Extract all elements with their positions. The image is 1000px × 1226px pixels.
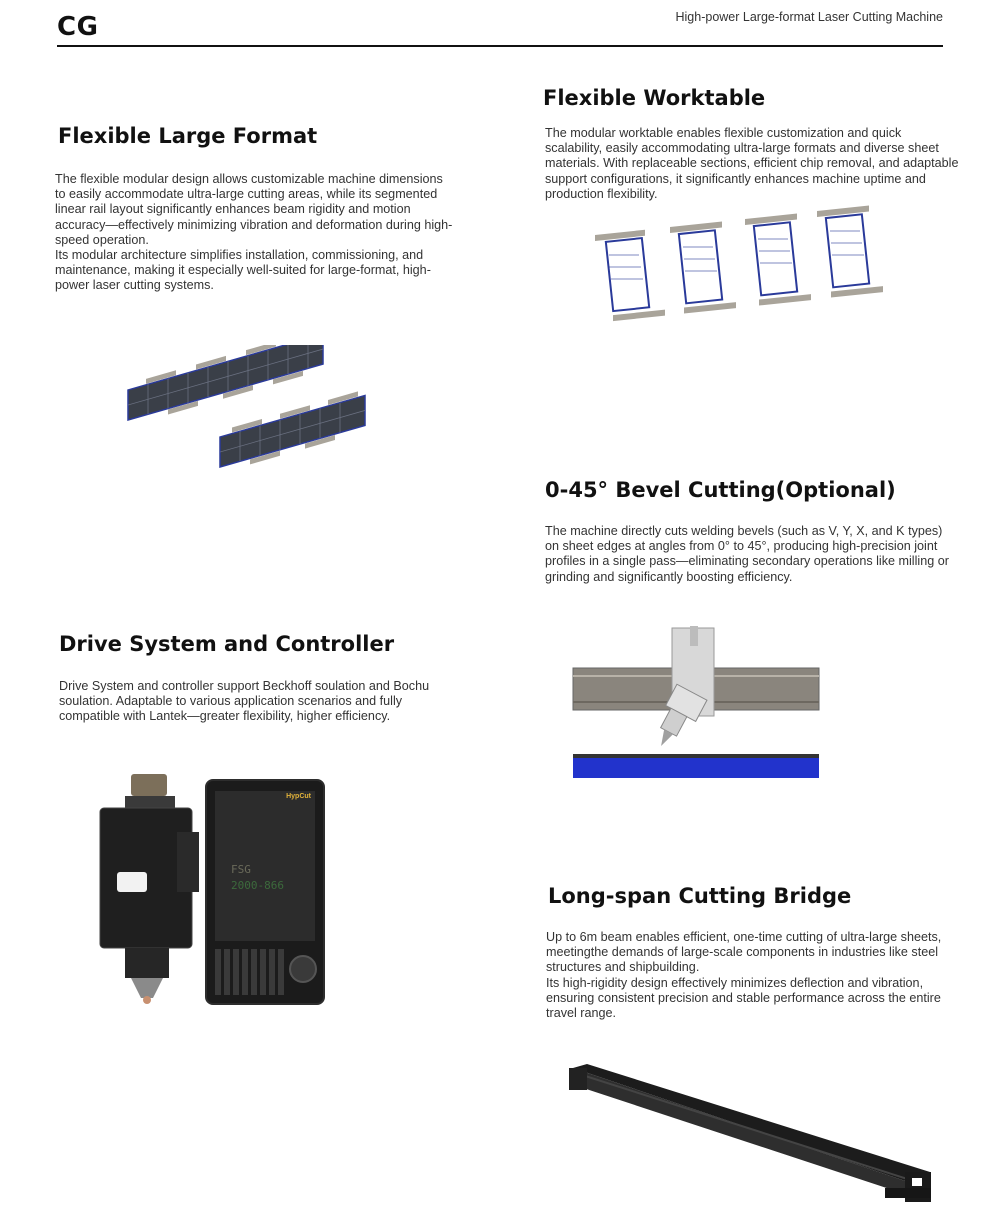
jog-wheel: [289, 955, 317, 983]
controller-keypad: [215, 949, 285, 995]
section-text-bevel: [545, 524, 957, 585]
section-text-large-format: [55, 172, 453, 294]
worktable-module: [595, 228, 665, 323]
paragraph: The modular worktable enables flexible customization and quick scalability, easily accommodating ultra-large formats and diverse sheet materials. With replaceable sections, efficient chip removal, and adaptable support configurations, it significantly enhances machine uptime and production flexibility.: [545, 126, 959, 201]
paragraph: The machine directly cuts welding bevels (such as V, Y, X, and K types) on sheet edges at angles from 0° to 45°, producing high-precision joint profiles in a single pass—eliminating secondary operations like milling or grinding and significantly boosting efficiency.: [545, 524, 949, 584]
sheet-edge: [573, 756, 819, 778]
paragraph: Its high-rigidity design effectively minimizes deflection and vibration, ensuring consistent precision and stable performance across the entire travel range.: [546, 975, 941, 1021]
paragraph: Its modular architecture simplifies installation, commissioning, and maintenance, making it especially well-suited for large-format, high-power laser cutting systems.: [55, 248, 431, 293]
screen-label-line1: FSG: [231, 863, 251, 876]
worktable-module: [745, 212, 811, 307]
brand-logo: CG: [57, 12, 99, 42]
paragraph: Drive System and controller support Beckhoff soulation and Bochu soulation. Adaptable to various application scenarios and fully compatible with Lantek—greater flexibility, higher efficiency.: [59, 679, 430, 724]
section-title-drive: Drive System and Controller: [59, 632, 395, 656]
bevel-head-illustration: [572, 626, 822, 786]
worktable-modules-illustration: [585, 205, 895, 335]
paragraph: The flexible modular design allows customizable machine dimensions to easily accommodate ultra-large cutting areas, while its segmented linear rail layout significantly enhances beam rigidity and motion accuracy—effectively minimizing vibration and deformation during high-speed operation.: [55, 172, 453, 247]
screen-label-line2: 2000-866: [231, 879, 284, 892]
cutting-bridge-illustration: [565, 1060, 940, 1212]
section-text-bridge: [546, 930, 966, 1021]
document-subtitle: High-power Large-format Laser Cutting Machine: [675, 10, 943, 24]
section-title-worktable: Flexible Worktable: [543, 86, 766, 110]
controller-tablet: [205, 779, 325, 1005]
header-divider: [57, 45, 943, 47]
large-format-bed-illustration: [120, 345, 375, 485]
label-plate: [117, 872, 147, 892]
section-title-bridge: Long-span Cutting Bridge: [548, 884, 852, 908]
section-text-drive: [59, 679, 459, 725]
section-title-large-format: Flexible Large Format: [58, 124, 318, 148]
paragraph: Up to 6m beam enables efficient, one-time cutting of ultra-large sheets, meetingthe demands of large-scale components in industries like steel structures and shipbuilding.: [546, 930, 942, 975]
controller-brand: HypCut: [286, 793, 311, 800]
worktable-module: [817, 205, 883, 299]
section-title-bevel: 0-45° Bevel Cutting(Optional): [545, 478, 896, 502]
worktable-module: [670, 220, 736, 315]
laser-head-illustration: [95, 772, 205, 1007]
section-text-worktable: [545, 126, 960, 202]
controller-screen: [215, 791, 315, 941]
bed-row-lower: [220, 389, 365, 473]
